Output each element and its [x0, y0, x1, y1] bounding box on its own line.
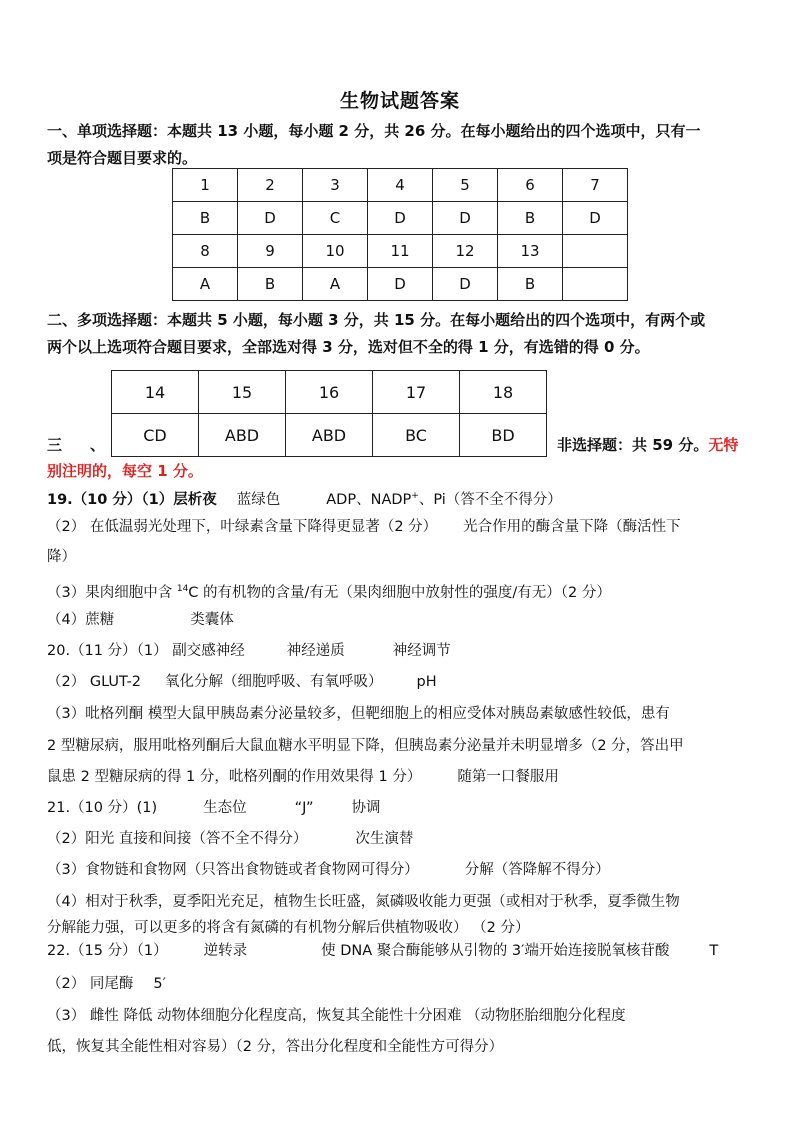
- section3-note-part1: 无特: [708, 436, 739, 454]
- table-cell: 17: [373, 371, 460, 414]
- q20-part2-answer2: 氧化分解（细胞呼吸、有氧呼吸）: [165, 674, 383, 690]
- q21-line5: 分解能力强，可以更多的将含有氮磷的有机物分解后供植物吸收） （2 分）: [47, 920, 530, 936]
- q19-part4-answer2: 类囊体: [190, 612, 234, 628]
- q22-answer-c: 使 DNA 聚合酶能够从引物的 3′端开始连接脱氧核苷酸: [321, 943, 670, 959]
- table-cell: C: [303, 202, 368, 235]
- section3-comma: 、: [90, 436, 106, 454]
- table-row: [173, 202, 628, 235]
- q19-part2-answer2: 光合作用的酶含量下降（酶活性下: [463, 519, 681, 535]
- table-cell: 3: [303, 169, 368, 202]
- q22-part2: （2） 同尾酶: [47, 976, 134, 992]
- table-cell: ABD: [199, 414, 286, 457]
- table-cell: A: [303, 268, 368, 301]
- q20-part2: （2） GLUT-2: [47, 674, 142, 690]
- q21-answer-b: 生态位: [203, 800, 247, 816]
- q19-line2: [47, 516, 759, 538]
- q21-part1: 21.（10 分）(1): [47, 800, 158, 816]
- q22-line3: （3） 雌性 降低 动物体细胞分化程度高，恢复其全能性十分困难 （动物胚胎细胞分化程度: [47, 1008, 626, 1024]
- table-row: [173, 235, 628, 268]
- q19-line4: [47, 578, 759, 604]
- q20-line5-text: 鼠患 2 型糖尿病的得 1 分，吡格列酮的作用效果得 1 分）: [47, 769, 422, 785]
- table-cell: B: [498, 268, 563, 301]
- table-cell: D: [563, 202, 628, 235]
- table-cell: 12: [433, 235, 498, 268]
- q19-line5: [47, 609, 759, 631]
- q20-line3: （3）吡格列酮 模型大鼠甲胰岛素分泌量较多，但靶细胞上的相应受体对胰岛素敏感性较低，患有: [47, 706, 670, 722]
- q21-line2: [47, 828, 759, 850]
- q21-part3: （3）食物链和食物网（只答出食物链或者食物网可得分）: [47, 862, 419, 878]
- section3-heading-text: 非选择题：共 59 分。: [557, 436, 709, 454]
- q19-superscript: +: [411, 491, 419, 501]
- q21-answer-c: “J”: [294, 800, 314, 816]
- table-cell: D: [368, 268, 433, 301]
- table-cell: BD: [460, 414, 547, 457]
- table-cell: 5: [433, 169, 498, 202]
- q19-isotope-superscript: 14: [176, 584, 189, 594]
- q20-answer-c: 神经调节: [392, 643, 451, 659]
- single-choice-answer-table: [172, 168, 628, 301]
- table-cell: 6: [498, 169, 563, 202]
- table-row: [173, 268, 628, 301]
- table-cell: 13: [498, 235, 563, 268]
- q19-part3-text: （3）果肉细胞中含: [47, 584, 177, 601]
- table-cell: 15: [199, 371, 286, 414]
- table-cell: D: [433, 268, 498, 301]
- q22-answer-d: T: [709, 943, 719, 959]
- q22-line1: [47, 940, 759, 962]
- table-cell: D: [433, 202, 498, 235]
- q19-part1: 19.（10 分）（1）层析夜: [47, 491, 217, 508]
- table-cell: D: [238, 202, 303, 235]
- q21-line1: [47, 797, 759, 819]
- q20-line2: [47, 671, 759, 693]
- table-row: [173, 169, 628, 202]
- table-cell: ABD: [286, 414, 373, 457]
- q22-part2-answer2: 5′: [153, 976, 166, 992]
- table-cell: 16: [286, 371, 373, 414]
- q20-part2-answer3: pH: [416, 674, 437, 690]
- q22-part1: 22.（15 分）（1）: [47, 943, 168, 959]
- q19-part4-answer1: （4）蔗糖: [47, 612, 115, 628]
- section2-heading-line2: 两个以上选项符合题目要求，全部选对得 3 分，选对但不全的得 1 分，有选错的得 0 分。: [47, 338, 650, 356]
- table-cell: 2: [238, 169, 303, 202]
- q19-line1: [47, 485, 759, 511]
- table-cell: 4: [368, 169, 433, 202]
- table-cell: 7: [563, 169, 628, 202]
- table-cell: B: [238, 268, 303, 301]
- q19-part3-rest: C 的有机物的含量/有无（果肉细胞中放射性的强度/有无）（2 分）: [188, 584, 611, 601]
- table-row: [112, 371, 547, 414]
- table-cell: [563, 235, 628, 268]
- section1-heading-line1: 一、单项选择题：本题共 13 小题，每小题 2 分，共 26 分。在每小题给出的四个选项中，只有一: [47, 122, 701, 140]
- q20-answer-b: 神经递质: [286, 643, 345, 659]
- q21-line3: [47, 859, 759, 881]
- table-cell: [563, 268, 628, 301]
- q19-answer-d: 、Pi（答不全不得分）: [418, 491, 562, 508]
- section1-heading: [47, 118, 759, 172]
- table-cell: CD: [112, 414, 199, 457]
- section2-heading-line1: 二、多项选择题：本题共 5 小题，每小题 3 分，共 15 分。在每小题给出的四个选项中，有两个或: [47, 311, 706, 329]
- q19-part2-answer1: （2） 在低温弱光处理下，叶绿素含量下降得更显著（2 分）: [47, 519, 438, 535]
- q20-line4: 2 型糖尿病，服用吡格列酮后大鼠血糖水平明显下降，但胰岛素分泌量并未明显增多（2 分，答出甲: [47, 738, 684, 754]
- q22-line2: [47, 973, 759, 995]
- q20-part3-answer2: 随第一口餐服用: [457, 769, 559, 785]
- section3-heading: [557, 434, 767, 456]
- section3-number: 三: [47, 436, 63, 454]
- table-cell: B: [173, 202, 238, 235]
- table-cell: A: [173, 268, 238, 301]
- q20-line5: [47, 766, 759, 788]
- table-cell: 18: [460, 371, 547, 414]
- page-title: 生物试题答案: [339, 90, 460, 112]
- table-cell: 14: [112, 371, 199, 414]
- table-cell: 11: [368, 235, 433, 268]
- q22-line4: 低，恢复其全能性相对容易）（2 分，答出分化程度和全能性方可得分）: [47, 1039, 504, 1055]
- section2-heading: [47, 307, 759, 361]
- q21-part2: （2）阳光 直接和间接（答不全不得分）: [47, 831, 308, 847]
- table-cell: 8: [173, 235, 238, 268]
- table-cell: 10: [303, 235, 368, 268]
- q21-part3-answer2: 分解（答降解不得分）: [464, 862, 610, 878]
- table-cell: BC: [373, 414, 460, 457]
- q20-part1: 20.（11 分）（1） 副交感神经: [47, 643, 245, 659]
- table-cell: D: [368, 202, 433, 235]
- q21-line4: （4）相对于秋季，夏季阳光充足，植物生长旺盛，氮磷吸收能力更强（或相对于秋季，夏季微生物: [47, 894, 680, 910]
- table-cell: 9: [238, 235, 303, 268]
- table-cell: B: [498, 202, 563, 235]
- q20-line1: [47, 640, 759, 662]
- q21-part2-answer2: 次生演替: [355, 831, 414, 847]
- table-cell: 1: [173, 169, 238, 202]
- q22-answer-b: 逆转录: [203, 943, 248, 959]
- section1-heading-line2: 项是符合题目要求的。: [47, 149, 198, 167]
- q21-answer-d: 协调: [351, 800, 381, 816]
- q19-answer-c: ADP、NADP: [326, 491, 412, 508]
- section3-note-part2: 别注明的，每空 1 分。: [47, 462, 203, 480]
- q19-answer-b: 蓝绿色: [236, 491, 281, 508]
- q19-line3: 降）: [47, 549, 76, 565]
